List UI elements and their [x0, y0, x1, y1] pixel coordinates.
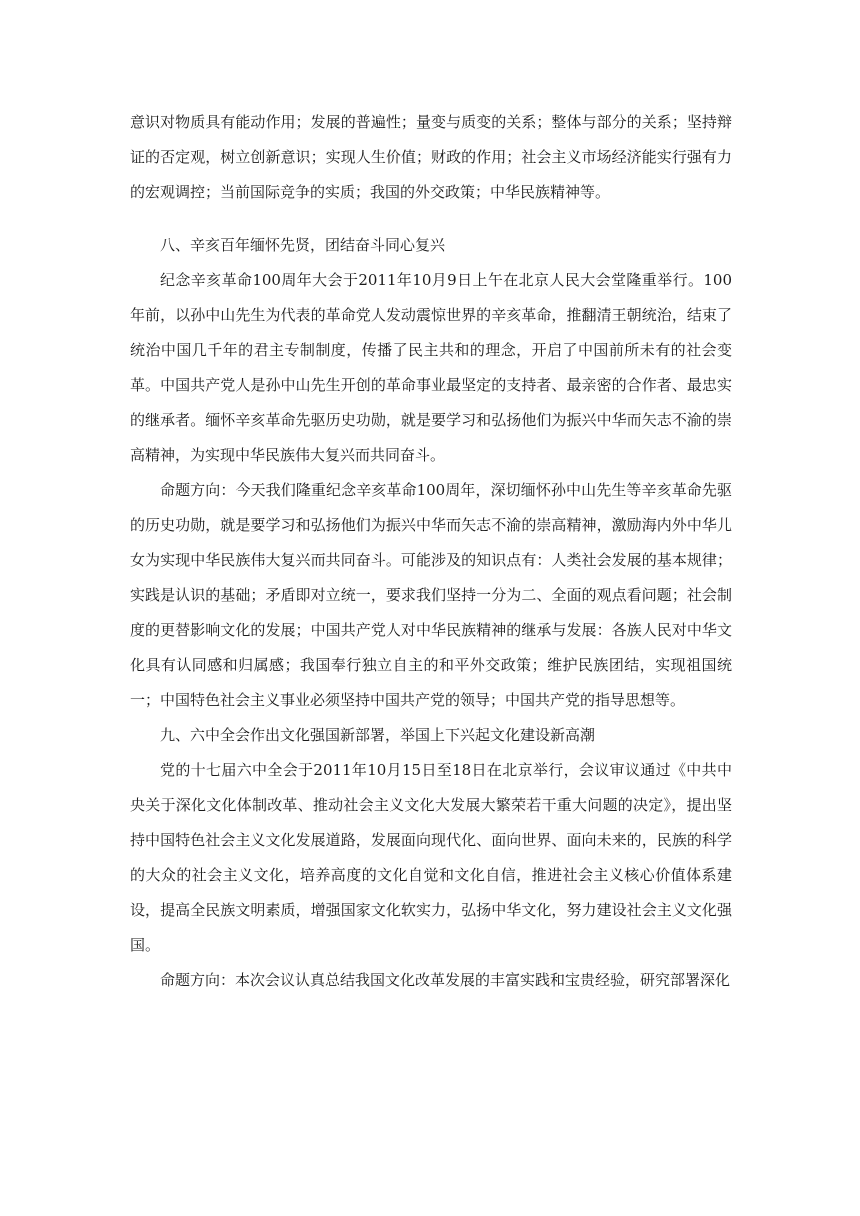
section-heading-8: 八、辛亥百年缅怀先贤，团结奋斗同心复兴	[160, 236, 446, 254]
section-heading-9: 九、六中全会作出文化强国新部署，举国上下兴起文化建设新高潮	[160, 726, 596, 744]
paragraph-plenum-direction: 命题方向：本次会议认真总结我国文化改革发展的丰富实践和宝贵经验，研究部署深化	[160, 971, 731, 989]
paragraph-xinhai-direction: 命题方向：今天我们隆重纪念辛亥革命100周年，深切缅怀孙中山先生等辛亥革命先驱的历史功勋，就是要学习和弘扬他们为振兴中华而矢志不渝的崇高精神，激励海内外中华儿女为实现中华民族伟大复兴而共同奋斗。可能涉及的知识点有：人类社会发展的基本规律；实践是认识的基础；矛盾即对立统一，要求我们坚持一分为二、全面的观点看问题；社会制度的更替影响文化的发展；中国共产党人对中华民族精神的继承与发展：各族人民对中华文化具有认同感和归属感；我国奉行独立自主的和平外交政策；维护民族团结，实现祖国统一；中国特色社会主义事业必须坚持中国共产党的领导；中国共产党的指导思想等。	[130, 481, 732, 709]
paragraph-xinhai-event: 纪念辛亥革命100周年大会于2011年10月9日上午在北京人民大会堂隆重举行。100年前，以孙中山先生为代表的革命党人发动震惊世界的辛亥革命，推翻清王朝统治，结束了统治中国几千年的君主专制制度，传播了民主共和的理念，开启了中国前所未有的社会变革。中国共产党人是孙中山先生开创的革命事业最坚定的支持者、最亲密的合作者、最忠实的继承者。缅怀辛亥革命先驱历史功勋，就是要学习和弘扬他们为振兴中华而矢志不渝的崇高精神，为实现中华民族伟大复兴而共同奋斗。	[130, 271, 732, 464]
document-body	[130, 105, 732, 998]
paragraph-plenum-event: 党的十七届六中全会于2011年10月15日至18日在北京举行，会议审议通过《中共中央关于深化文化体制改革、推动社会主义文化大发展大繁荣若干重大问题的决定》，提出坚持中国特色社会主义文化发展道路，发展面向现代化、面向世界、面向未来的，民族的科学的大众的社会主义文化，培养高度的文化自觉和文化自信，推进社会主义核心价值体系建设，提高全民族文明素质，增强国家文化软实力，弘扬中华文化，努力建设社会主义文化强国。	[130, 761, 732, 954]
paragraph-continuation: 意识对物质具有能动作用；发展的普遍性；量变与质变的关系；整体与部分的关系；坚持辩证的否定观，树立创新意识；实现人生价值；财政的作用；社会主义市场经济能实行强有力的宏观调控；当前国际竞争的实质；我国的外交政策；中华民族精神等。	[130, 113, 732, 201]
